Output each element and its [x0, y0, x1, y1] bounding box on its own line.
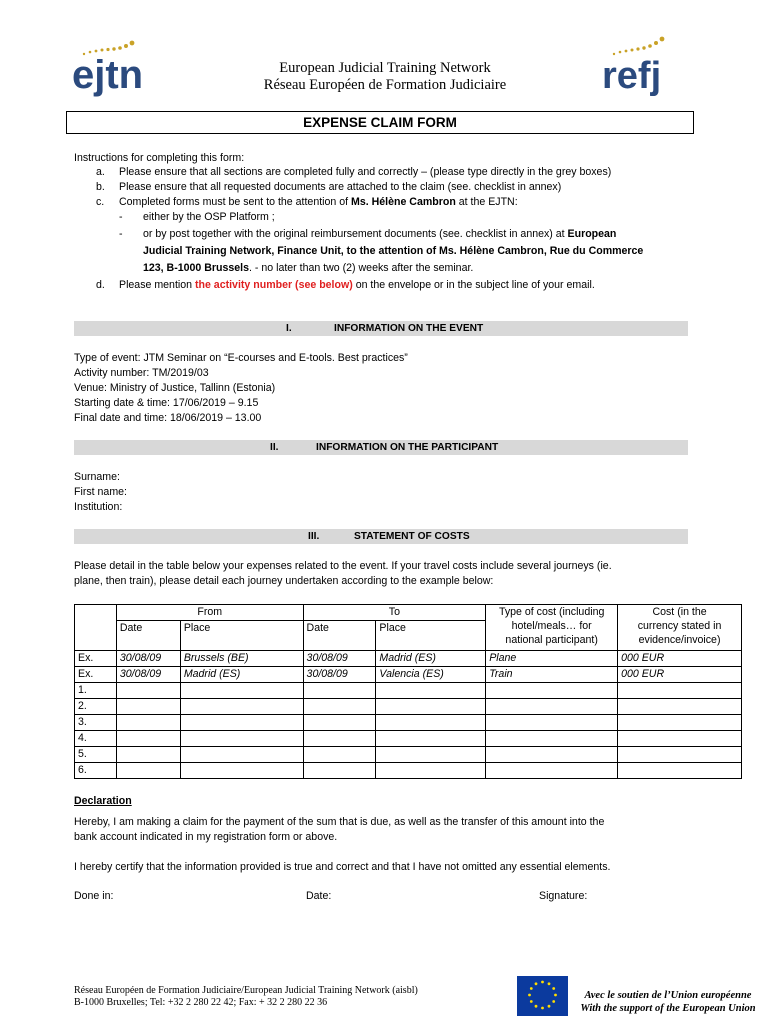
from-date-cell[interactable] [116, 731, 180, 747]
participant-firstname-label: First name: [74, 486, 127, 498]
instruction-c-marker: c. [96, 196, 105, 208]
to-date-cell[interactable] [303, 683, 376, 699]
to-date-cell: 30/08/09 [303, 667, 376, 683]
header-to-place: Place [376, 621, 486, 651]
instruction-c1: either by the OSP Platform ; [143, 211, 275, 223]
instruction-a-marker: a. [96, 166, 105, 178]
to-date-cell[interactable] [303, 763, 376, 779]
type-cell[interactable] [486, 715, 618, 731]
to-date-cell[interactable] [303, 699, 376, 715]
table-row[interactable] [75, 699, 742, 715]
table-row[interactable] [75, 731, 742, 747]
section-costs-band [74, 529, 688, 544]
participant-institution-label: Institution: [74, 501, 123, 513]
instruction-b-marker: b. [96, 181, 105, 193]
from-date-cell[interactable] [116, 763, 180, 779]
instruction-d: Please mention the activity number (see below) on the envelope or in the subject line of your email. [119, 279, 595, 291]
svg-text:refj: refj [602, 55, 662, 97]
section-participant-title: INFORMATION ON THE PARTICIPANT [316, 442, 499, 453]
to-date-cell[interactable] [303, 747, 376, 763]
table-row[interactable] [75, 715, 742, 731]
instruction-a: Please ensure that all sections are completed fully and correctly – (please type directly in the grey boxes) [119, 166, 612, 178]
row-label: 5. [75, 747, 117, 763]
to-place-cell[interactable] [376, 715, 486, 731]
from-date-cell: 30/08/09 [116, 651, 180, 667]
to-place-cell[interactable] [376, 747, 486, 763]
type-cell[interactable] [486, 731, 618, 747]
cost-cell[interactable] [618, 731, 742, 747]
from-place-cell[interactable] [180, 747, 303, 763]
org-name-fr: Réseau Européen de Formation Judiciaire [263, 77, 507, 93]
row-label: 2. [75, 699, 117, 715]
participant-surname-label: Surname: [74, 471, 120, 483]
instruction-d-marker: d. [96, 279, 105, 291]
instruction-c2-line2: Judicial Training Network, Finance Unit, to the attention of Ms. Hélène Cambron, Rue du Commerce [143, 245, 644, 257]
from-date-cell[interactable] [116, 699, 180, 715]
header-type-of-cost: Type of cost (including hotel/meals… for national participant) [486, 605, 618, 651]
table-row[interactable] [75, 683, 742, 699]
declaration-certify: I hereby certify that the information provided is true and correct and that I have not omitted any essential elements. [74, 861, 611, 873]
from-date-cell: 30/08/09 [116, 667, 180, 683]
section-participant-number: II. [270, 442, 279, 453]
svg-text:ejtn: ejtn [72, 53, 144, 97]
form-title: EXPENSE CLAIM FORM [66, 111, 694, 134]
footer-address-line2: B-1000 Bruxelles; Tel: +32 2 280 22 42; Fax: + 32 2 280 22 36 [74, 997, 328, 1008]
to-place-cell: Valencia (ES) [376, 667, 486, 683]
instruction-c1-marker: - [119, 211, 123, 223]
cost-cell[interactable] [618, 715, 742, 731]
row-label: Ex. [75, 667, 117, 683]
to-date-cell[interactable] [303, 715, 376, 731]
type-cell: Plane [486, 651, 618, 667]
section-event-title: INFORMATION ON THE EVENT [334, 323, 484, 334]
cost-cell[interactable] [618, 699, 742, 715]
event-end: Final date and time: 18/06/2019 – 13.00 [74, 412, 262, 424]
table-header-row [75, 605, 742, 621]
from-place-cell[interactable] [180, 763, 303, 779]
eu-flag-icon [517, 976, 568, 1016]
to-place-cell[interactable] [376, 683, 486, 699]
type-cell[interactable] [486, 699, 618, 715]
table-row[interactable] [75, 747, 742, 763]
from-date-cell[interactable] [116, 747, 180, 763]
from-place-cell[interactable] [180, 731, 303, 747]
date-label: Date: [306, 890, 332, 902]
declaration-text-line2: bank account indicated in my registration form or above. [74, 831, 338, 843]
instruction-c: Completed forms must be sent to the attention of Ms. Hélène Cambron at the EJTN: [119, 196, 518, 208]
row-label: Ex. [75, 651, 117, 667]
done-in-label: Done in: [74, 890, 114, 902]
section-participant-band [74, 440, 688, 455]
from-place-cell: Brussels (BE) [180, 651, 303, 667]
cost-cell: 000 EUR [618, 651, 742, 667]
table-row [75, 667, 742, 683]
to-date-cell[interactable] [303, 731, 376, 747]
row-label: 4. [75, 731, 117, 747]
event-start: Starting date & time: 17/06/2019 – 9.15 [74, 397, 259, 409]
type-cell[interactable] [486, 683, 618, 699]
from-place-cell[interactable] [180, 715, 303, 731]
costs-intro-line2: plane, then train), please detail each journey undertaken according to the example below: [74, 575, 494, 587]
cost-cell: 000 EUR [618, 667, 742, 683]
from-date-cell[interactable] [116, 715, 180, 731]
row-label: 3. [75, 715, 117, 731]
header-from: From [116, 605, 303, 621]
type-cell: Train [486, 667, 618, 683]
section-costs-number: III. [308, 531, 320, 542]
to-place-cell: Madrid (ES) [376, 651, 486, 667]
event-type: Type of event: JTM Seminar on “E-courses and E-tools. Best practices” [74, 352, 408, 364]
to-place-cell[interactable] [376, 763, 486, 779]
section-event-band [74, 321, 688, 336]
section-costs-title: STATEMENT OF COSTS [354, 531, 470, 542]
signature-label: Signature: [539, 890, 588, 902]
row-label: 6. [75, 763, 117, 779]
instruction-b: Please ensure that all requested documents are attached to the claim (see. checklist in annex) [119, 181, 562, 193]
instruction-c2-marker: - [119, 228, 123, 240]
costs-intro-line1: Please detail in the table below your expenses related to the event. If your travel costs include several journeys (ie. [74, 560, 612, 572]
row-label: 1. [75, 683, 117, 699]
instruction-c2-line3: 123, B-1000 Brussels. - no later than two (2) weeks after the seminar. [143, 262, 474, 274]
to-place-cell[interactable] [376, 731, 486, 747]
cost-cell[interactable] [618, 683, 742, 699]
event-venue: Venue: Ministry of Justice, Tallinn (Estonia) [74, 382, 276, 394]
header-to-date: Date [303, 621, 376, 651]
event-activity-number: Activity number: TM/2019/03 [74, 367, 209, 379]
from-place-cell: Madrid (ES) [180, 667, 303, 683]
type-cell[interactable] [486, 747, 618, 763]
costs-table [74, 604, 742, 779]
header-empty-cell [75, 605, 117, 651]
from-date-cell[interactable] [116, 683, 180, 699]
cost-cell[interactable] [618, 747, 742, 763]
from-place-cell[interactable] [180, 699, 303, 715]
org-name-en: European Judicial Training Network [279, 60, 491, 76]
header-to: To [303, 605, 486, 621]
type-cell[interactable] [486, 763, 618, 779]
to-date-cell: 30/08/09 [303, 651, 376, 667]
declaration-heading: Declaration [74, 795, 132, 807]
header-cost: Cost (in the currency stated in evidence/invoice) [618, 605, 742, 651]
eu-support-en: With the support of the European Union [580, 1003, 756, 1014]
declaration-text-line1: Hereby, I am making a claim for the payment of the sum that is due, as well as the transfer of this amount into the [74, 816, 605, 828]
table-row[interactable] [75, 763, 742, 779]
footer-address-line1: Réseau Européen de Formation Judiciaire/European Judicial Training Network (aisbl) [74, 985, 418, 996]
instructions-heading: Instructions for completing this form: [74, 152, 245, 164]
header-from-date: Date [116, 621, 180, 651]
eu-support-fr: Avec le soutien de l’Union européenne [584, 990, 752, 1001]
section-event-number: I. [286, 323, 292, 334]
table-row [75, 651, 742, 667]
from-place-cell[interactable] [180, 683, 303, 699]
to-place-cell[interactable] [376, 699, 486, 715]
cost-cell[interactable] [618, 763, 742, 779]
header-from-place: Place [180, 621, 303, 651]
instruction-c2-line1: or by post together with the original reimbursement documents (see. checklist in annex) at European [143, 228, 617, 240]
